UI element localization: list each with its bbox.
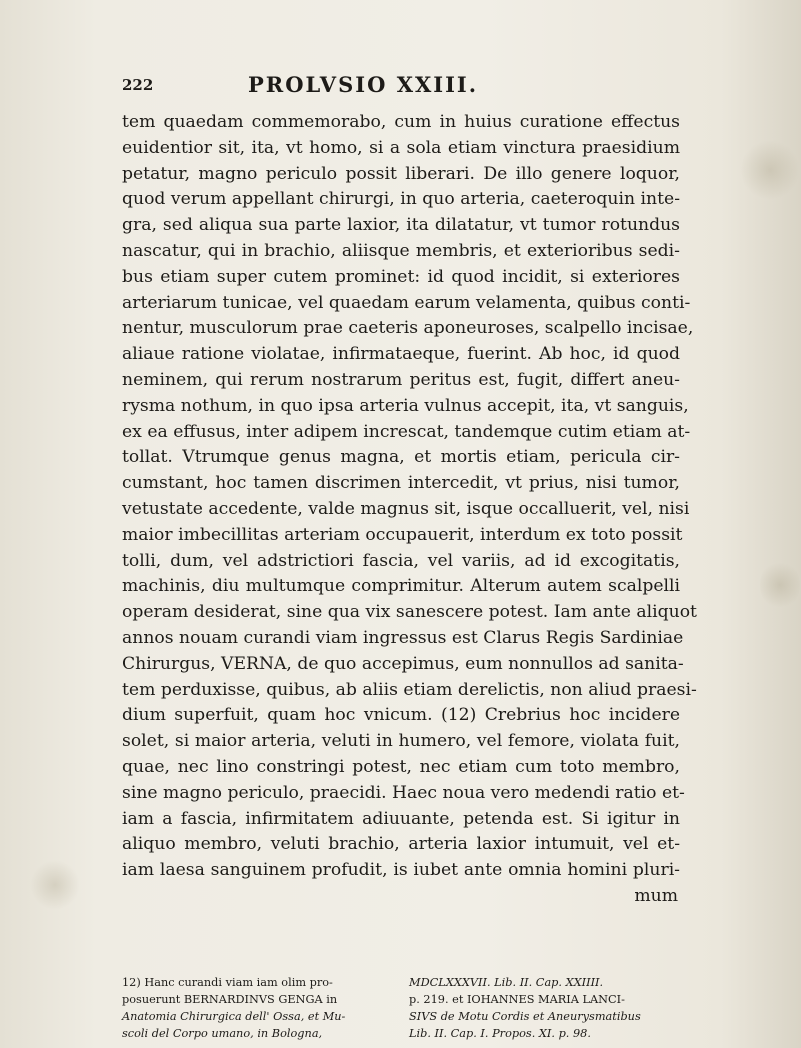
- text-line: tolli, dum, vel adstrictiori fascia, vel variis, ad id excogitatis,: [122, 550, 680, 571]
- text-line: ex ea effusus, inter adipem increscat, tandemque cutim etiam at-: [122, 421, 691, 442]
- text-line: rysma nothum, in quo ipsa arteria vulnus accepit, ita, vt sanguis,: [122, 395, 689, 416]
- footnote-line: 12) Hanc curandi viam iam olim pro-: [122, 976, 333, 989]
- text-line: operam desiderat, sine qua vix sanescere potest. Iam ante aliquot: [122, 602, 697, 623]
- page-number: 222: [122, 76, 154, 94]
- catchword: mum: [634, 885, 678, 906]
- text-line: gra, sed aliqua sua parte laxior, ita dilatatur, vt tumor rotundus: [122, 215, 680, 236]
- text-line: nentur, musculorum prae caeteris aponeuroses, scalpello incisae,: [122, 318, 694, 339]
- text-line: aliaue ratione violatae, infirmataeque, fuerint. Ab hoc, id quod: [122, 344, 680, 365]
- running-head: PROLVSIO XXIII.: [248, 72, 479, 97]
- body-text: [122, 110, 697, 910]
- text-line: tem quaedam commemorabo, cum in huius curatione effectus: [122, 112, 680, 132]
- text-line: annos nouam curandi viam ingressus est Clarus Regis Sardiniae: [122, 627, 684, 648]
- footnote-line: SIVS de Motu Cordis et Aneurysmatibus: [409, 1010, 641, 1023]
- paper-stain: [740, 140, 800, 200]
- text-line: petatur, magno periculo possit liberari. De illo genere loquor,: [122, 163, 680, 184]
- text-line: bus etiam super cutem prominet: id quod incidit, si exteriores: [122, 266, 680, 287]
- footnote-line: MDCLXXXVII. Lib. II. Cap. XXIIII.: [409, 976, 604, 989]
- text-line: quae, nec lino constringi potest, nec etiam cum toto membro,: [122, 756, 680, 777]
- footnote-line: p. 219. et IOHANNES MARIA LANCI-: [409, 993, 625, 1006]
- footnote-line: Lib. II. Cap. I. Propos. XI. p. 98.: [409, 1027, 591, 1040]
- page-header: [122, 68, 682, 104]
- text-line: cumstant, hoc tamen discrimen intercedit, vt prius, nisi tumor,: [122, 473, 680, 494]
- text-line: machinis, diu multumque comprimitur. Alterum autem scalpelli: [122, 576, 680, 597]
- footnote-line: Anatomia Chirurgica dell' Ossa, et Mu-: [122, 1010, 346, 1023]
- text-line: nascatur, qui in brachio, aliisque membris, et exterioribus sedi-: [122, 240, 680, 261]
- text-line: dium superfuit, quam hoc vnicum. (12) Crebrius hoc incidere: [122, 705, 680, 726]
- text-line: aliquo membro, veluti brachio, arteria laxior intumuit, vel et-: [122, 834, 680, 855]
- text-line: iam a fascia, infirmitatem adiuuante, petenda est. Si igitur in: [122, 808, 680, 829]
- text-line: tollat. Vtrumque genus magna, et mortis etiam, pericula cir-: [122, 447, 680, 468]
- text-line: quod verum appellant chirurgi, in quo arteria, caeteroquin inte-: [122, 189, 680, 210]
- footnote-column-left: [122, 974, 394, 1042]
- paper-stain: [30, 860, 80, 910]
- footnote-line: posuerunt BERNARDINVS GENGA in: [122, 993, 338, 1006]
- text-line: euidentior sit, ita, vt homo, si a sola etiam vinctura praesidium: [122, 137, 680, 158]
- text-line: neminem, qui rerum nostrarum peritus est, fugit, differt aneu-: [122, 369, 680, 390]
- text-line: tem perduxisse, quibus, ab aliis etiam derelictis, non aliud praesi-: [122, 679, 697, 700]
- text-line: vetustate accedente, valde magnus sit, isque occalluerit, vel, nisi: [122, 498, 690, 519]
- text-line: sine magno periculo, praecidi. Haec noua vero medendi ratio et-: [122, 782, 685, 803]
- footnote-line: scoli del Corpo umano, in Bologna,: [122, 1027, 323, 1040]
- text-line: solet, si maior arteria, veluti in humero, vel femore, violata fuit,: [122, 731, 680, 752]
- text-line: maior imbecillitas arteriam occupauerit, interdum ex toto possit: [122, 524, 683, 545]
- text-line: arteriarum tunicae, vel quaedam earum velamenta, quibus conti-: [122, 292, 691, 313]
- text-line: Chirurgus, VERNA, de quo accepimus, eum nonnullos ad sanita-: [122, 653, 684, 674]
- footnote-column-right: [409, 974, 681, 1042]
- paper-stain: [760, 560, 800, 610]
- text-line: iam laesa sanguinem profudit, is iubet ante omnia homini pluri-: [122, 860, 680, 881]
